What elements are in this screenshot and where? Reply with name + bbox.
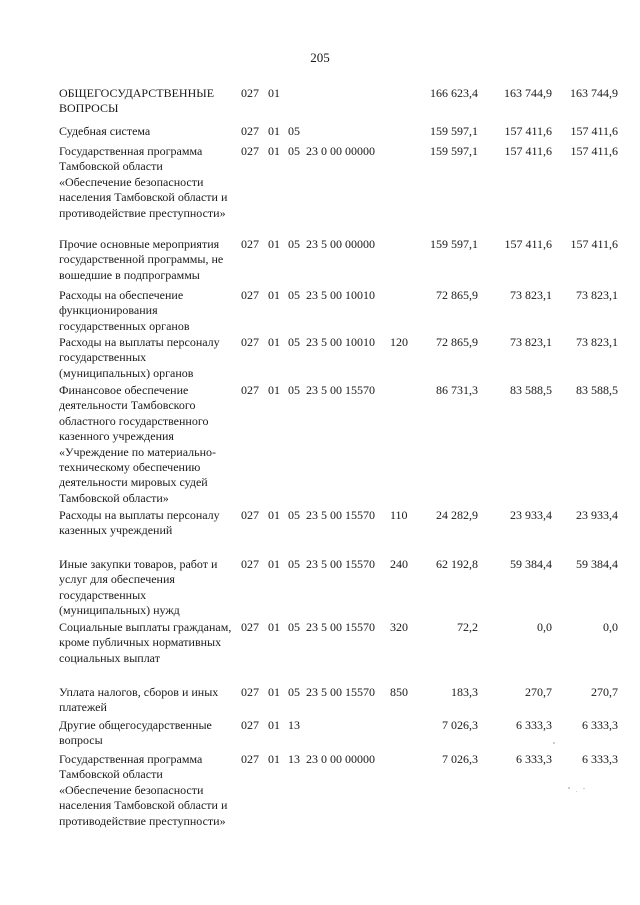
row-amount-3: 157 411,6 — [570, 237, 618, 251]
row-subsection-code: 05 — [288, 685, 300, 699]
row-ministry-code: 027 — [241, 620, 259, 634]
row-section-code: 01 — [268, 335, 280, 349]
row-section-code: 01 — [268, 752, 280, 766]
page-number: 205 — [310, 50, 330, 65]
row-amount-2: 157 411,6 — [504, 237, 552, 251]
row-amount-3: 157 411,6 — [570, 124, 618, 138]
row-amount-3: 6 333,3 — [582, 718, 618, 732]
row-expense-type: 320 — [390, 620, 408, 634]
row-amount-2: 6 333,3 — [516, 752, 552, 766]
row-ministry-code: 027 — [241, 144, 259, 158]
row-expense-type: 120 — [390, 335, 408, 349]
row-subsection-code: 05 — [288, 335, 300, 349]
row-amount-2: 59 384,4 — [510, 557, 552, 571]
row-target-code: 23 5 00 15570 — [306, 383, 375, 397]
row-amount-3: 6 333,3 — [582, 752, 618, 766]
row-ministry-code: 027 — [241, 718, 259, 732]
row-name: Иные закупки товаров, работ и услуг для обеспечения государственных (муниципальных) нужд — [59, 557, 218, 618]
row-amount-2: 163 744,9 — [504, 86, 552, 100]
row-amount-3: 73 823,1 — [576, 335, 618, 349]
row-subsection-code: 05 — [288, 144, 300, 158]
row-amount-3: 59 384,4 — [576, 557, 618, 571]
row-amount-1: 72,2 — [457, 620, 478, 634]
row-target-code: 23 5 00 00000 — [306, 237, 375, 251]
row-ministry-code: 027 — [241, 86, 259, 100]
row-subsection-code: 05 — [288, 383, 300, 397]
row-section-code: 01 — [268, 144, 280, 158]
row-ministry-code: 027 — [241, 685, 259, 699]
row-section-code: 01 — [268, 685, 280, 699]
row-amount-2: 0,0 — [537, 620, 552, 634]
row-section-code: 01 — [268, 383, 280, 397]
row-section-code: 01 — [268, 508, 280, 522]
row-amount-2: 6 333,3 — [516, 718, 552, 732]
row-subsection-code: 05 — [288, 620, 300, 634]
row-target-code: 23 5 00 15570 — [306, 557, 375, 571]
row-ministry-code: 027 — [241, 335, 259, 349]
row-amount-3: 270,7 — [591, 685, 618, 699]
row-target-code: 23 5 00 15570 — [306, 508, 375, 522]
row-name: Расходы на выплаты персоналу казенных учреждений — [59, 508, 220, 538]
row-amount-1: 7 026,3 — [442, 752, 478, 766]
row-amount-3: 83 588,5 — [576, 383, 618, 397]
row-amount-3: 163 744,9 — [570, 86, 618, 100]
scan-speck — [568, 787, 570, 789]
row-target-code: 23 5 00 10010 — [306, 335, 375, 349]
row-target-code: 23 5 00 15570 — [306, 685, 375, 699]
row-subsection-code: 05 — [288, 288, 300, 302]
row-subsection-code: 05 — [288, 237, 300, 251]
row-name: Государственная программа Тамбовской области «Обеспечение безопасности населения Тамбовской области и противодействие преступности» — [59, 144, 228, 220]
row-amount-1: 72 865,9 — [436, 335, 478, 349]
row-subsection-code: 13 — [288, 718, 300, 732]
row-amount-1: 72 865,9 — [436, 288, 478, 302]
row-name: Расходы на обеспечение функционирования государственных органов — [59, 288, 190, 333]
scan-speck — [576, 791, 577, 792]
row-amount-1: 183,3 — [451, 685, 478, 699]
row-ministry-code: 027 — [241, 288, 259, 302]
row-name: ОБЩЕГОСУДАРСТВЕННЫЕ ВОПРОСЫ — [59, 86, 215, 116]
row-amount-1: 7 026,3 — [442, 718, 478, 732]
row-ministry-code: 027 — [241, 508, 259, 522]
row-name: Другие общегосударственные вопросы — [59, 718, 212, 748]
row-section-code: 01 — [268, 288, 280, 302]
row-subsection-code: 05 — [288, 124, 300, 138]
row-name: Прочие основные мероприятия государственной программы, не вошедшие в подпрограммы — [59, 237, 224, 282]
row-target-code: 23 5 00 10010 — [306, 288, 375, 302]
row-amount-2: 73 823,1 — [510, 288, 552, 302]
row-name: Судебная система — [59, 124, 151, 138]
row-ministry-code: 027 — [241, 557, 259, 571]
row-section-code: 01 — [268, 237, 280, 251]
row-section-code: 01 — [268, 124, 280, 138]
row-target-code: 23 0 00 00000 — [306, 144, 375, 158]
row-subsection-code: 13 — [288, 752, 300, 766]
row-target-code: 23 5 00 15570 — [306, 620, 375, 634]
row-name: Уплата налогов, сборов и иных платежей — [59, 685, 219, 715]
row-amount-3: 73 823,1 — [576, 288, 618, 302]
row-section-code: 01 — [268, 718, 280, 732]
row-expense-type: 240 — [390, 557, 408, 571]
row-amount-1: 159 597,1 — [430, 144, 478, 158]
row-name: Государственная программа Тамбовской области «Обеспечение безопасности населения Тамбовской области и противодействие преступности» — [59, 752, 228, 828]
row-amount-1: 159 597,1 — [430, 124, 478, 138]
row-amount-1: 62 192,8 — [436, 557, 478, 571]
row-ministry-code: 027 — [241, 237, 259, 251]
row-ministry-code: 027 — [241, 752, 259, 766]
row-amount-2: 157 411,6 — [504, 124, 552, 138]
row-subsection-code: 05 — [288, 508, 300, 522]
row-amount-2: 83 588,5 — [510, 383, 552, 397]
row-amount-1: 86 731,3 — [436, 383, 478, 397]
row-ministry-code: 027 — [241, 124, 259, 138]
row-amount-1: 159 597,1 — [430, 237, 478, 251]
row-section-code: 01 — [268, 86, 280, 100]
row-amount-2: 23 933,4 — [510, 508, 552, 522]
row-amount-2: 157 411,6 — [504, 144, 552, 158]
scan-speck — [583, 788, 585, 789]
row-subsection-code: 05 — [288, 557, 300, 571]
row-section-code: 01 — [268, 557, 280, 571]
row-target-code: 23 0 00 00000 — [306, 752, 375, 766]
row-section-code: 01 — [268, 620, 280, 634]
row-amount-1: 166 623,4 — [430, 86, 478, 100]
row-expense-type: 850 — [390, 685, 408, 699]
row-amount-3: 157 411,6 — [570, 144, 618, 158]
row-name: Социальные выплаты гражданам, кроме публичных нормативных социальных выплат — [59, 620, 232, 665]
row-name: Расходы на выплаты персоналу государственных (муниципальных) органов — [59, 335, 220, 380]
row-amount-2: 73 823,1 — [510, 335, 552, 349]
row-amount-3: 23 933,4 — [576, 508, 618, 522]
row-expense-type: 110 — [390, 508, 408, 522]
row-amount-1: 24 282,9 — [436, 508, 478, 522]
row-name: Финансовое обеспечение деятельности Тамбовского областного государственного казенного учреждения «Учреждение по материально-техническому обеспечению деятельности мировых судей Тамбовской области» — [59, 383, 217, 505]
row-amount-2: 270,7 — [525, 685, 552, 699]
row-amount-3: 0,0 — [603, 620, 618, 634]
row-ministry-code: 027 — [241, 383, 259, 397]
scan-speck — [553, 742, 555, 744]
